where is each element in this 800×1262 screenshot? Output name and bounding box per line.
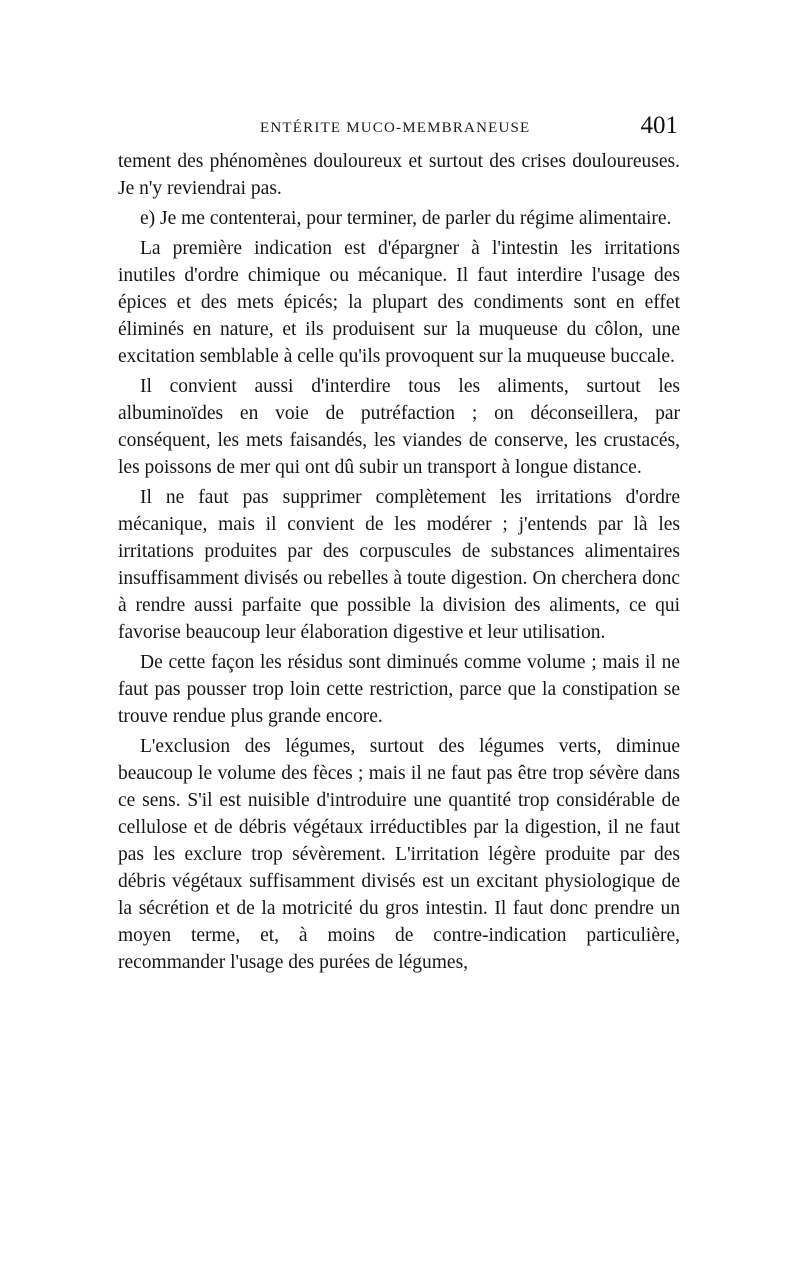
page-number: 401 <box>640 112 678 139</box>
running-head: ENTÉRITE MUCO-MEMBRANEUSE <box>260 120 531 136</box>
paragraph: tement des phénomènes douloureux et surtout des crises douloureuses. Je n'y reviendrai pas. <box>118 151 680 199</box>
paragraph: De cette façon les résidus sont diminués comme volume ; mais il ne faut pas pousser trop loin cette restriction, parce que la constipation se trouve rendue plus grande encore. <box>118 652 680 727</box>
paragraph: e) Je me contenterai, pour terminer, de parler du régime alimentaire. <box>140 208 672 229</box>
paragraph: Il convient aussi d'interdire tous les aliments, surtout les albuminoïdes en voie de putréfaction ; on déconseillera, par conséquent, les mets faisandés, les viandes de conserve, les crustacés, les poissons de mer qui ont dû subir un transport à longue distance. <box>118 376 680 478</box>
paragraph: Il ne faut pas supprimer complètement les irritations d'ordre mécanique, mais il convient de les modérer ; j'entends par là les irritations produites par des corpuscules de substances alimentaires insuffisamment divisés ou rebelles à toute digestion. On cherchera donc à rendre aussi parfaite que possible la division des aliments, ce qui favorise beaucoup leur élaboration digestive et leur utilisation. <box>118 487 680 643</box>
book-page <box>118 112 680 976</box>
page-header <box>118 112 680 148</box>
body-text <box>118 148 680 976</box>
paragraph: L'exclusion des légumes, surtout des légumes verts, diminue beaucoup le volume des fèces ; mais il ne faut pas être trop sévère dans ce sens. S'il est nuisible d'introduire une quantité trop considérable de cellulose et de débris végétaux irréductibles par la digestion, il ne faut pas les exclure trop sévèrement. L'irritation légère produite par des débris végétaux suffisamment divisés est un excitant physiologique de la sécrétion et de la motricité du gros intestin. Il faut donc prendre un moyen terme, et, à moins de contre-indication particulière, recommander l'usage des purées de légumes, <box>118 736 680 973</box>
paragraph: La première indication est d'épargner à l'intestin les irritations inutiles d'ordre chimique ou mécanique. Il faut interdire l'usage des épices et des mets épicés; la plupart des condiments sont en effet éliminés en nature, et ils produisent sur la muqueuse du côlon, une excitation semblable à celle qu'ils provoquent sur la muqueuse buccale. <box>118 238 680 367</box>
